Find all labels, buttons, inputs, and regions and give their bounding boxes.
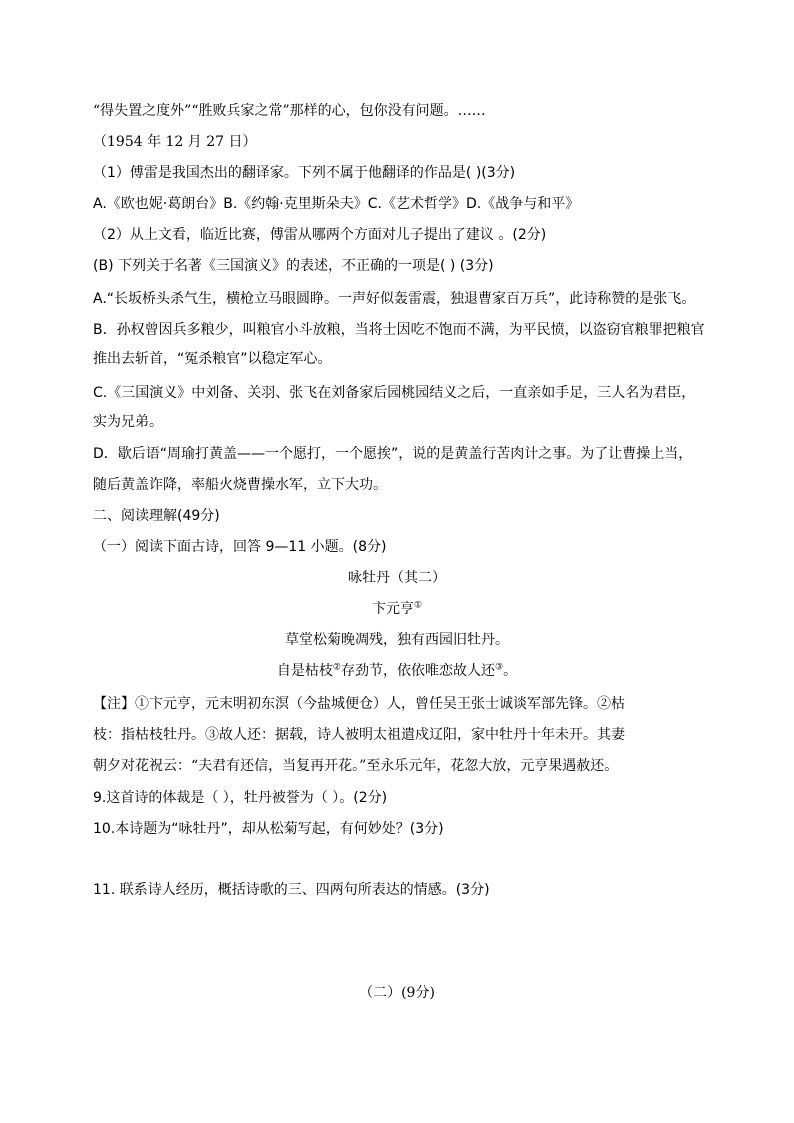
option-d-line1: D．歇后语“周瑜打黄盖——一个愿打，一个愿挨”，说的是黄盖行苦肉计之事。为了让曹操上当， [93, 446, 693, 462]
option-a: A.“长坂桥头杀气生，横枪立马眼圆睁。一声好似轰雷震，独退曹家百万兵”，此诗称赞的是张飞。 [93, 291, 696, 307]
poem-line-2-part-c: 。 [503, 663, 518, 679]
poem-line-2-part-a: 自是枯枝 [276, 663, 333, 679]
option-d-line2: 随后黄盖诈降，率船火烧曹操水军，立下大功。 [93, 477, 387, 493]
poem-line-2 [0, 661, 794, 681]
option-c-line1: C.《三国演义》中刘备、关羽、张飞在刘备家后园桃园结义之后，一直亲如手足，三人名为君臣， [93, 385, 696, 401]
subsection-heading: （一）阅读下面古诗，回答 9—11 小题。(8分) [93, 539, 387, 555]
letter-date: （1954 年 12 月 27 日） [93, 134, 257, 150]
option-b-line1: B．孙权曾因兵多粮少，叫粮官小斗放粮，当将士因吃不饱而不满，为平民愤，以盗窃官粮罪把粮官 [93, 322, 705, 338]
question-1: （1）傅雷是我国杰出的翻译家。下列不属于他翻译的作品是( )(3分) [93, 165, 516, 181]
option-b-line2: 推出去斩首，“冤杀粮官”以稳定军心。 [93, 351, 332, 367]
footnote-marker: ② [332, 662, 341, 673]
question-9: 9.这首诗的体裁是（ ），牡丹被誉为（ ）。(2分) [93, 790, 388, 806]
question-b: (B) 下列关于名著《三国演义》的表述，不正确的一项是( ) (3分) [93, 258, 494, 274]
poem-author-name: 卞元亨 [371, 601, 414, 617]
annotation-line-2: 枝：指枯枝牡丹。③故人还：据载，诗人被明太祖遣戍辽阳，家中牡丹十年未开。其妻 [93, 727, 625, 743]
poem-author [0, 599, 794, 619]
annotation-line-1: 【注】①卞元亨，元末明初东溟（今盐城便仓）人，曾任吴王张士诚谈军部先锋。②枯 [93, 696, 625, 712]
annotation-line-3: 朝夕对花祝云：“夫君有还信，当复再开花。”至永乐元年，花忽大放，元亨果遇赦还。 [93, 758, 619, 774]
poem-line-1: 草堂松菊晚凋残，独有西园旧牡丹。 [285, 632, 509, 648]
option-c-line2: 实为兄弟。 [93, 414, 163, 430]
section-heading: 二、阅读理解(49分) [93, 508, 220, 524]
footnote-marker: ① [413, 600, 423, 611]
footnote-marker: ③ [495, 662, 504, 673]
poem-line-2-part-b: 存劲节，依依唯恋故人还 [341, 663, 495, 679]
letter-excerpt-line: “得失置之度外”“胜败兵家之常”那样的心，包你没有问题。…… [93, 103, 486, 119]
question-10: 10.本诗题为“咏牡丹”，却从松菊写起，有何妙处？(3分) [93, 821, 444, 837]
subsection-2-heading: （二）(9分) [359, 985, 435, 1001]
question-11: 11. 联系诗人经历，概括诗歌的三、四两句所表达的情感。(3分) [93, 882, 490, 898]
poem-title: 咏牡丹（其二） [348, 570, 446, 586]
question-1-options: A.《欧也妮·葛朗台》B.《约翰·克里斯朵夫》C.《艺术哲学》D.《战争与和平》 [93, 196, 580, 212]
question-2: （2）从上文看，临近比赛，傅雷从哪两个方面对儿子提出了建议 。(2分) [93, 227, 547, 243]
